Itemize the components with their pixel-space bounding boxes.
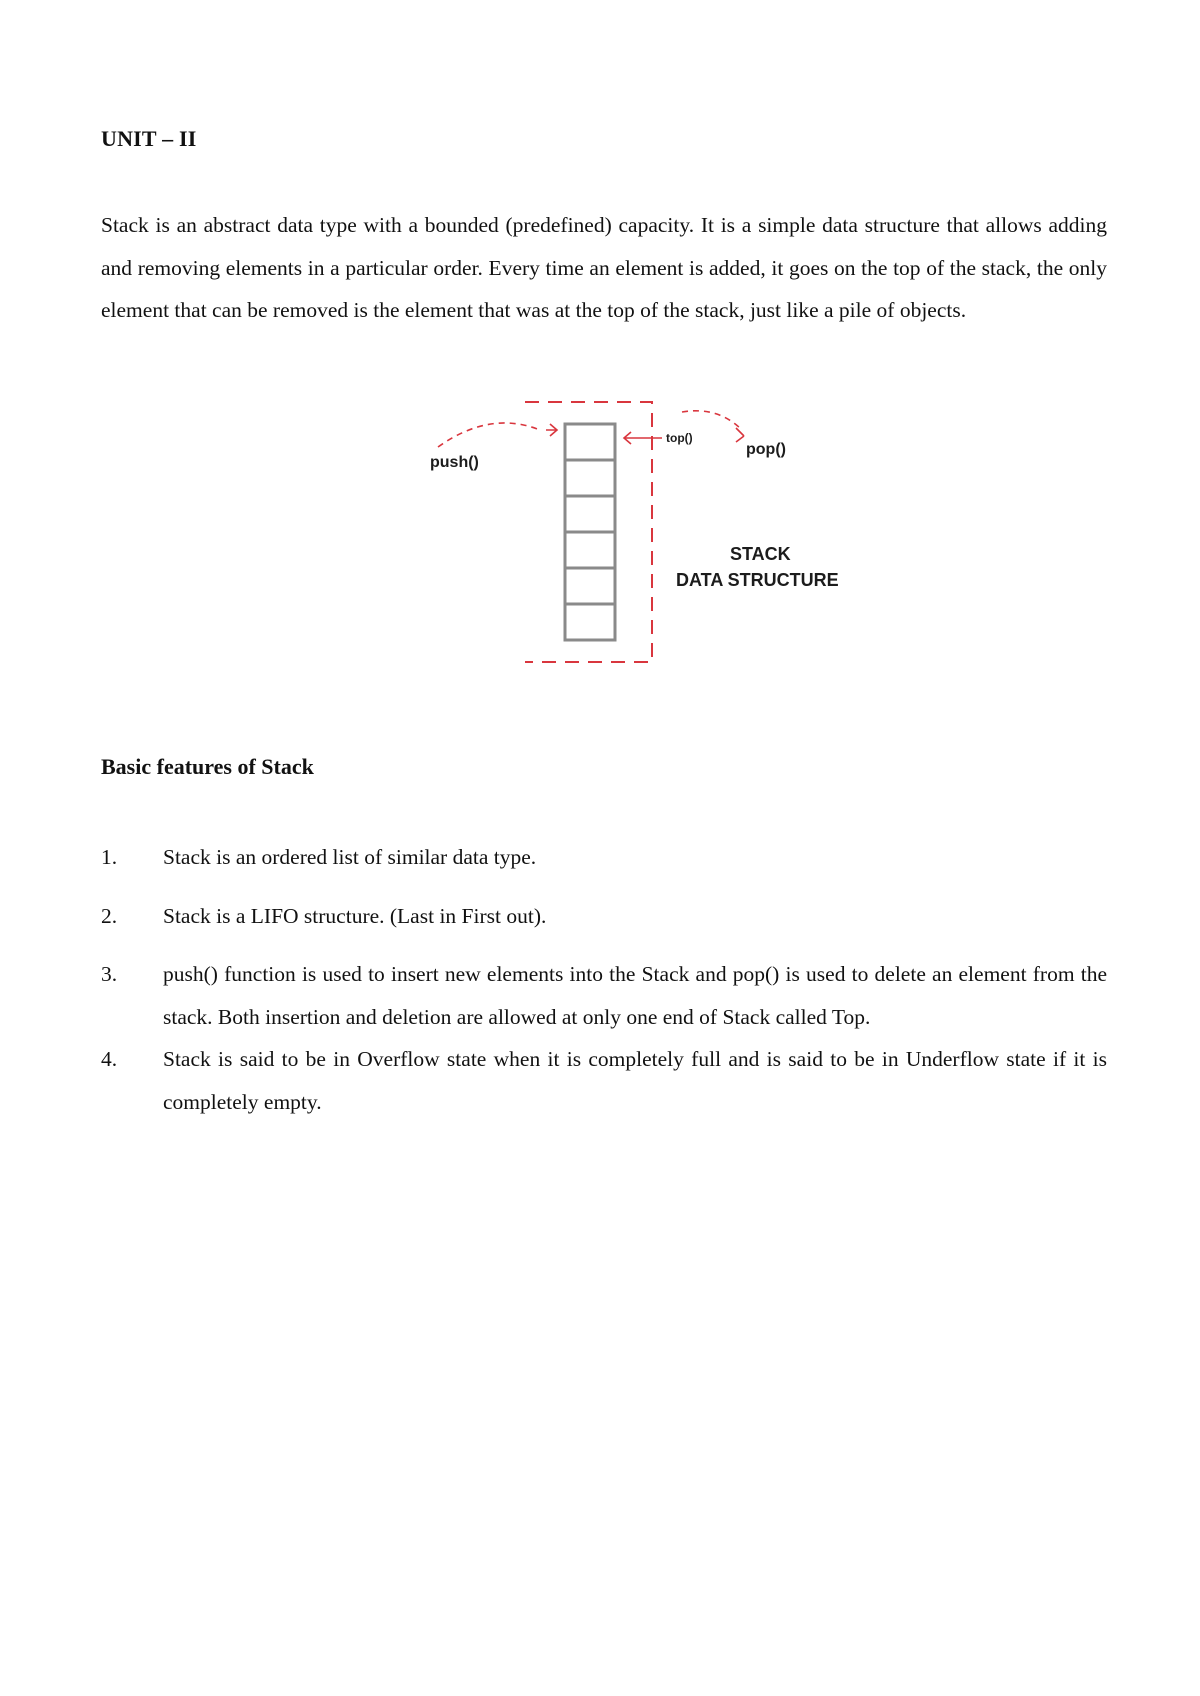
- stack-cell: [565, 604, 615, 640]
- push-arrow: [438, 423, 540, 447]
- stack-caption-line1: STACK: [730, 544, 791, 564]
- feature-number: 3.: [101, 962, 118, 986]
- intro-paragraph: Stack is an abstract data type with a bounded (predefined) capacity. It is a simple data structure that allows adding and removing elements in a particular order. Every time an element is added, it goes on the top of the stack, the only element that can be removed is the element that was at the top of the stack, just like a pile of objects.: [101, 213, 1107, 322]
- features-heading: Basic features of Stack: [101, 754, 314, 779]
- stack-diagram-svg: [400, 392, 860, 682]
- feature-item: [101, 1038, 1107, 1123]
- feature-number: 2.: [101, 903, 118, 928]
- stack-cells: [565, 424, 615, 640]
- stack-cell: [565, 460, 615, 496]
- top-label: top(): [666, 431, 693, 445]
- feature-item: [101, 953, 1107, 1038]
- feature-text: Stack is an ordered list of similar data type.: [163, 845, 537, 869]
- stack-cell: [565, 568, 615, 604]
- stack-cell: [565, 532, 615, 568]
- feature-text: push() function is used to insert new elements into the Stack and pop() is used to delete an element from the stack. Both insertion and deletion are allowed at only one end of Stack called Top.: [163, 962, 1107, 1029]
- stack-caption-line2: DATA STRUCTURE: [676, 570, 839, 590]
- pop-arrowhead: [736, 428, 744, 442]
- stack-diagram: [400, 392, 860, 682]
- stack-cell: [565, 496, 615, 532]
- pop-label: pop(): [746, 441, 786, 458]
- push-arrowhead: [546, 424, 557, 436]
- stack-cell: [565, 424, 615, 460]
- feature-item: [101, 836, 1107, 879]
- top-arrow: [624, 432, 662, 444]
- feature-number: 4.: [101, 1047, 118, 1071]
- features-list: [101, 836, 1107, 1123]
- feature-item: [101, 895, 1107, 938]
- unit-title: UNIT – II: [101, 126, 197, 151]
- push-label: push(): [430, 454, 479, 471]
- feature-number: 1.: [101, 845, 118, 869]
- feature-text: Stack is a LIFO structure. (Last in First out).: [163, 903, 547, 928]
- pop-arrow: [682, 411, 742, 430]
- feature-text: Stack is said to be in Overflow state when it is completely full and is said to be in Underflow state if it is completely empty.: [163, 1047, 1107, 1114]
